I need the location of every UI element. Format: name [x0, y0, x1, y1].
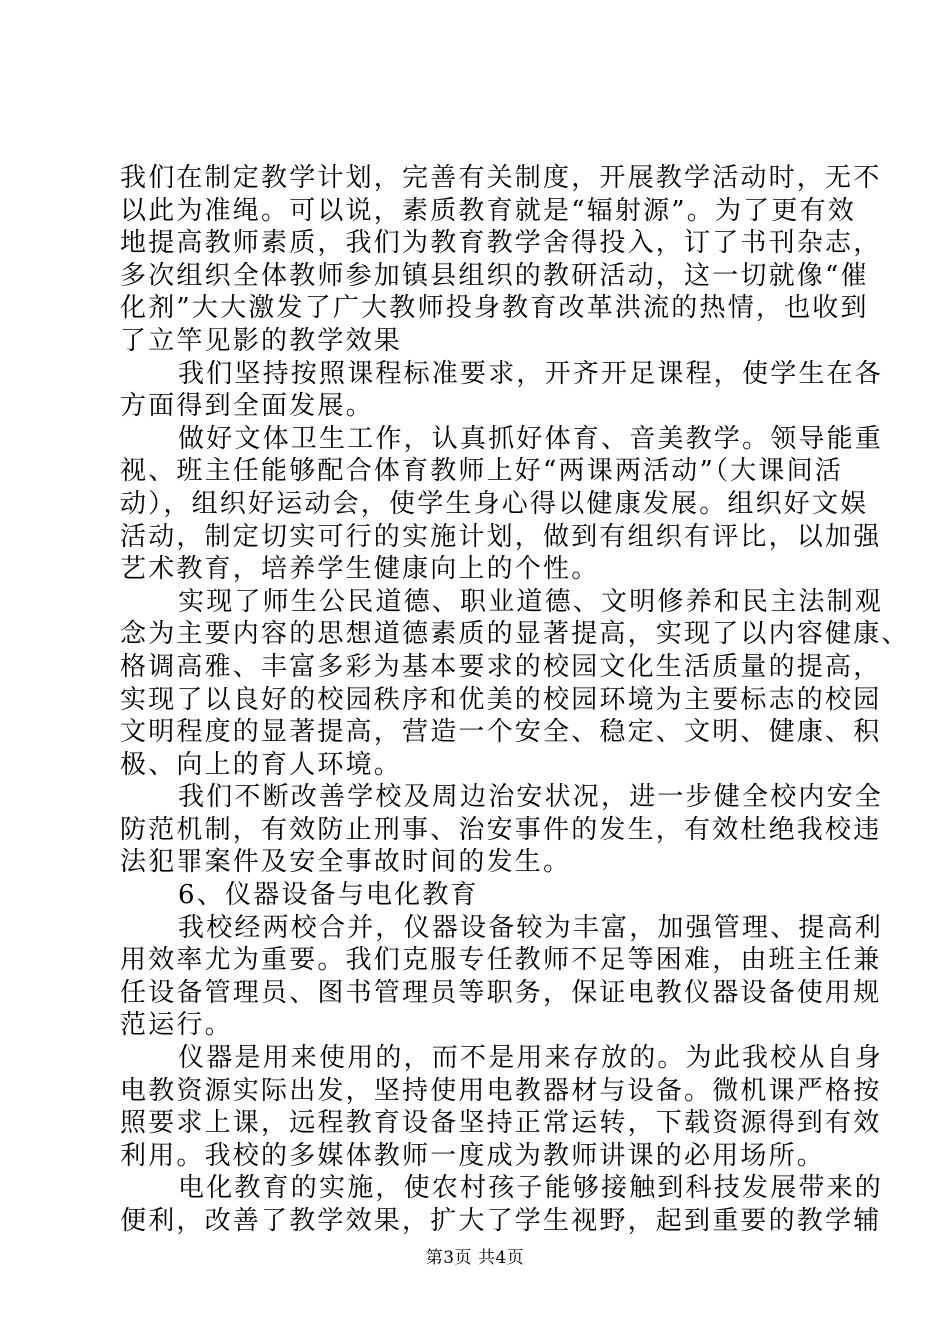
- text-line: 我们坚持按照课程标准要求，开齐开足课程，使学生在各: [178, 358, 884, 389]
- text-line: 视、班主任能够配合体育教师上好“两课两活动”（大课间活: [120, 456, 843, 487]
- text-line: 极、向上的育人环境。: [120, 749, 403, 780]
- text-line: 化剂”大大激发了广大教师投身教育改革洪流的热情，也收到: [120, 293, 869, 324]
- text-line: 格调高雅、丰富多彩为基本要求的校园文化生活质量的提高，: [120, 651, 882, 682]
- page-footer: 第3页 共4页: [425, 1248, 525, 1268]
- text-line: 实现了以良好的校园秩序和优美的校园环境为主要标志的校园: [120, 684, 882, 715]
- text-line: 动），组织好运动会，使学生身心得以健康发展。组织好文娱: [120, 488, 869, 519]
- text-line: 用效率尤为重要。我们克服专任教师不足等困难，由班主任兼: [120, 945, 882, 976]
- text-line: 防范机制，有效防止刑事、治安事件的发生，有效杜绝我校违: [120, 814, 882, 845]
- text-line: 做好文体卫生工作，认真抓好体育、音美教学。领导能重: [178, 423, 884, 454]
- text-line: 范运行。: [120, 1010, 233, 1041]
- text-line: 仪器是用来使用的，而不是用来存放的。为此我校从自身: [178, 1043, 884, 1074]
- text-line: 利用。我校的多媒体教师一度成为教师讲课的必用场所。: [120, 1140, 826, 1171]
- text-line: 电教资源实际出发，坚持使用电教器材与设备。微机课严格按: [120, 1075, 882, 1106]
- text-line: 我们在制定教学计划，完善有关制度，开展教学活动时，无不: [120, 163, 882, 193]
- text-line: 念为主要内容的思想道德素质的显著提高，实现了以内容健康、: [120, 619, 910, 650]
- text-line: 以此为准绳。可以说，素质教育就是“辐射源”。为了更有效: [120, 195, 856, 226]
- text-line: 法犯罪案件及安全事故时间的发生。: [120, 847, 572, 878]
- text-line: 我校经两校合并，仪器设备较为丰富，加强管理、提高利: [178, 912, 884, 943]
- text-line: 文明程度的显著提高，营造一个安全、稳定、文明、健康、积: [120, 717, 882, 748]
- text-line: 照要求上课，远程教育设备坚持正常运转，下载资源得到有效: [120, 1108, 882, 1139]
- text-line: 电化教育的实施，使农村孩子能够接触到科技发展带来的: [178, 1173, 884, 1204]
- text-line: 了立竿见影的教学效果: [120, 325, 403, 356]
- text-line: 多次组织全体教师参加镇县组织的教研活动，这一切就像“催: [120, 260, 869, 291]
- text-line: 实现了师生公民道德、职业道德、文明修养和民主法制观: [178, 586, 884, 617]
- text-line: 地提高教师素质，我们为教育教学舍得投入，订了书刊杂志，: [120, 228, 882, 259]
- text-line: 便利，改善了教学效果，扩大了学生视野，起到重要的教学辅: [120, 1206, 882, 1236]
- text-line: 艺术教育，培养学生健康向上的个性。: [120, 554, 600, 585]
- text-line: 方面得到全面发展。: [120, 391, 374, 422]
- document-body: [120, 162, 910, 1238]
- text-line: 任设备管理员、图书管理员等职务，保证电教仪器设备使用规: [120, 977, 882, 1008]
- text-line: 我们不断改善学校及周边治安状况，进一步健全校内安全: [178, 782, 884, 813]
- text-line: 活动，制定切实可行的实施计划，做到有组织有评比，以加强: [120, 521, 882, 552]
- text-line: 6、仪器设备与电化教育: [178, 880, 479, 911]
